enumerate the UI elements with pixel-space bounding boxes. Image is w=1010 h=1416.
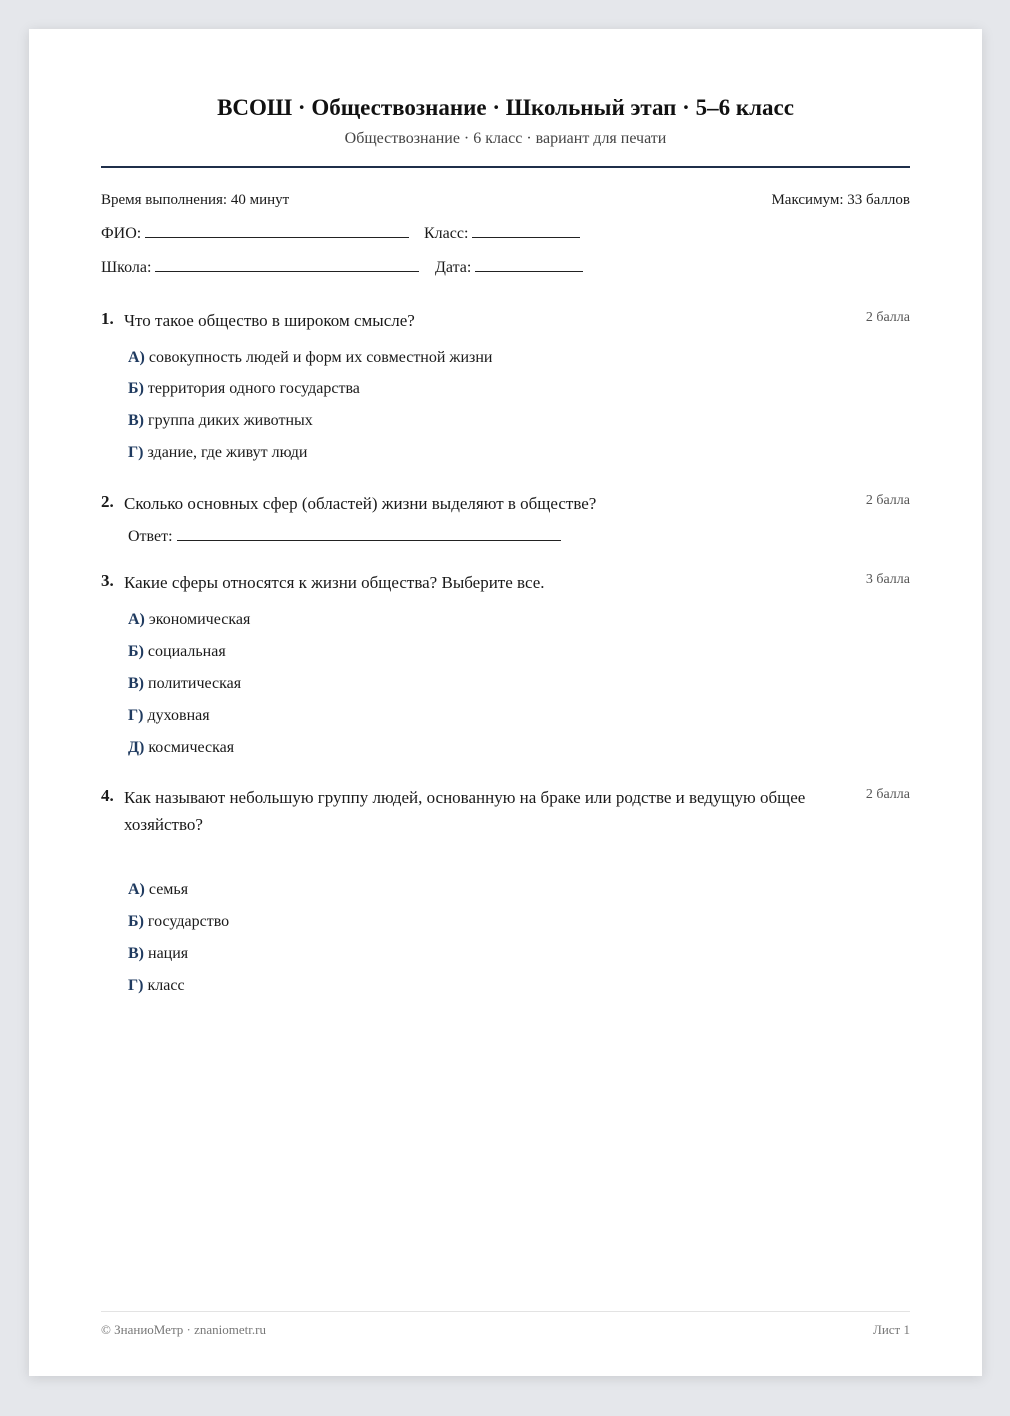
question-number: 2. — [101, 492, 114, 511]
answer-label: Ответ: — [128, 528, 173, 545]
option-letter: Г) — [128, 977, 144, 994]
option[interactable] — [128, 444, 307, 462]
option-text: космическая — [148, 739, 235, 756]
question-text: Какие сферы относятся к жизни общества? Выберите все. — [124, 573, 545, 592]
option-letter: Г) — [128, 444, 144, 461]
option-letter: Б) — [128, 913, 144, 930]
option-text: социальная — [147, 643, 226, 660]
answer-field — [128, 528, 561, 546]
answer-blank-line[interactable] — [177, 539, 561, 541]
question-number: 1. — [101, 309, 114, 328]
question-points: 2 балла — [865, 787, 910, 802]
option-letter: А) — [128, 611, 145, 628]
time-limit: Время выполнения: 40 минут — [101, 192, 290, 208]
page-title: ВСОШ · Обществознание · Школьный этап · 5–6 класс — [217, 95, 794, 120]
option[interactable] — [128, 643, 226, 661]
option-letter: В) — [128, 675, 144, 692]
option[interactable] — [128, 675, 241, 693]
date-blank-line[interactable] — [475, 270, 583, 272]
school-blank-line[interactable] — [155, 270, 419, 272]
option-text: духовная — [147, 707, 210, 724]
option[interactable] — [128, 913, 229, 931]
option-text: класс — [147, 977, 185, 994]
option-letter: А) — [128, 881, 145, 898]
date-label: Дата: — [435, 259, 472, 276]
option-letter: Г) — [128, 707, 144, 724]
question-number: 3. — [101, 571, 114, 590]
option-text: нация — [148, 945, 189, 962]
school-field — [101, 259, 419, 277]
class-blank-line[interactable] — [472, 236, 580, 238]
question-text: Как называют небольшую группу людей, основанную на браке или родстве и ведущую общее хозяйство? — [124, 788, 806, 834]
header-divider — [101, 166, 910, 168]
class-label: Класс: — [424, 225, 469, 242]
question-text: Сколько основных сфер (областей) жизни выделяют в обществе? — [124, 494, 597, 513]
question-points: 2 балла — [865, 310, 910, 325]
option-text: государство — [147, 913, 230, 930]
footer-copyright: © ЗнаниоМетр · znaniometr.ru — [101, 1322, 266, 1337]
fio-blank-line[interactable] — [145, 236, 409, 238]
option-text: совокупность людей и форм их совместной жизни — [148, 349, 493, 366]
option-text: экономическая — [148, 611, 251, 628]
school-label: Школа: — [101, 259, 152, 276]
option-letter: А) — [128, 349, 145, 366]
option-text: группа диких животных — [148, 412, 313, 429]
question-points: 3 балла — [865, 572, 910, 587]
fio-label: ФИО: — [101, 225, 142, 242]
option-letter: Б) — [128, 643, 144, 660]
option[interactable] — [128, 945, 188, 963]
class-field — [424, 225, 580, 243]
footer-page-number: Лист 1 — [873, 1322, 910, 1337]
date-field — [435, 259, 583, 277]
option[interactable] — [128, 739, 234, 757]
option[interactable] — [128, 412, 313, 430]
option[interactable] — [128, 977, 185, 995]
option[interactable] — [128, 881, 188, 899]
option[interactable] — [128, 380, 360, 398]
question-points: 2 балла — [865, 493, 910, 508]
worksheet-page — [29, 29, 982, 1376]
question-number: 4. — [101, 786, 114, 805]
option-letter: Б) — [128, 380, 144, 397]
option-letter: Д) — [128, 739, 145, 756]
option-text: семья — [148, 881, 189, 898]
option-text: политическая — [148, 675, 242, 692]
option[interactable] — [128, 349, 493, 367]
option[interactable] — [128, 611, 250, 629]
page-subtitle: Обществознание · 6 класс · вариант для печати — [344, 130, 667, 147]
fio-field — [101, 225, 409, 243]
option-letter: В) — [128, 412, 144, 429]
option-text: здание, где живут люди — [147, 444, 308, 461]
question-text: Что такое общество в широком смысле? — [124, 311, 415, 330]
max-score: Максимум: 33 баллов — [771, 192, 910, 208]
option[interactable] — [128, 707, 210, 725]
footer-divider — [101, 1311, 910, 1312]
option-letter: В) — [128, 945, 144, 962]
option-text: территория одного государства — [147, 380, 360, 397]
